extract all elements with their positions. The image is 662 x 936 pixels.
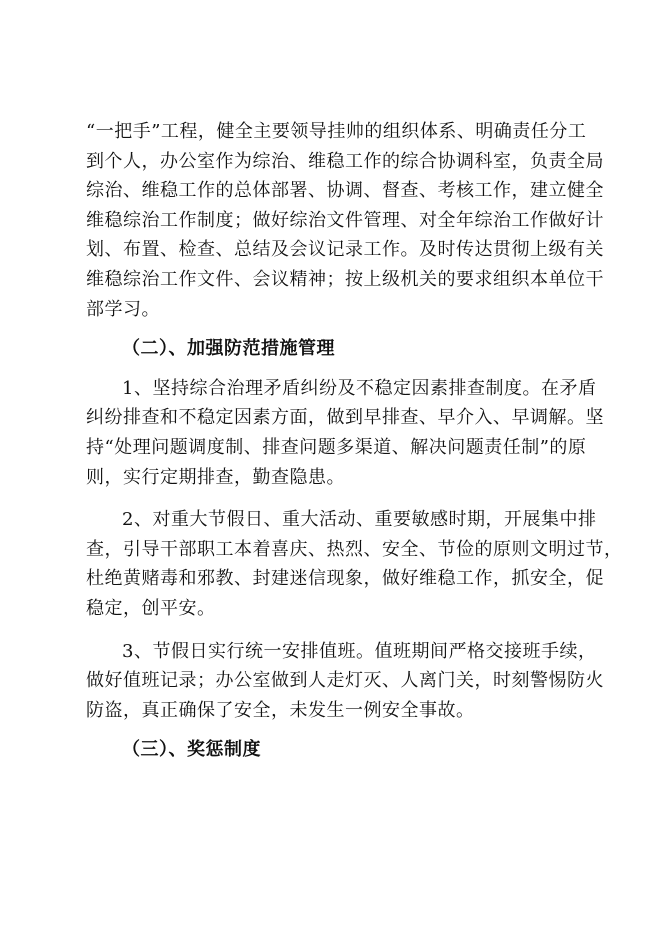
section-heading-rewards-penalties: （三）、奖惩制度	[122, 739, 261, 761]
text-line: 2、对重大节假日、重大活动、重要敏感时期，开展集中排	[122, 509, 597, 531]
paragraph-dispute-screening	[86, 374, 604, 492]
paragraph-leadership-responsibility	[86, 117, 604, 324]
text-line: 综治、维稳工作的总体部署、协调、督查、考核工作，建立健全	[86, 180, 604, 202]
document-page	[86, 117, 623, 765]
section-heading-prevention-measures: （二）、加强防范措施管理	[122, 338, 335, 360]
text-line: 做好值班记录；办公室做到人走灯灭、人离门关，时刻警惕防火	[86, 670, 604, 692]
text-line: 维稳综治工作文件、会议精神；按上级机关的要求组织本单位干	[86, 268, 604, 290]
text-line: 到个人，办公室作为综治、维稳工作的综合协调科室，负责全局	[86, 150, 604, 172]
text-line: 纠纷排查和不稳定因素方面，做到早排查、早介入、早调解。坚	[86, 407, 604, 429]
text-line: 杜绝黄赌毒和邪教、封建迷信现象，做好维稳工作，抓安全，促	[86, 568, 604, 590]
text-line: 防盗，真正确保了安全，未发生一例安全事故。	[86, 699, 475, 721]
text-line: 则，实行定期排查，勤查隐患。	[86, 466, 345, 488]
paragraph-holiday-screening	[86, 505, 623, 623]
text-line: 查，引导干部职工本着喜庆、热烈、安全、节俭的原则文明过节，	[86, 538, 623, 560]
text-line: “一把手”工程，健全主要领导挂帅的组织体系、明确责任分工	[86, 121, 587, 142]
text-line: 划、布置、检查、总结及会议记录工作。及时传达贯彻上级有关	[86, 239, 604, 261]
text-line: 3、节假日实行统一安排值班。值班期间严格交接班手续，	[122, 640, 597, 662]
paragraph-duty-arrangement	[86, 637, 604, 726]
text-line: 稳定，创平安。	[86, 597, 216, 619]
text-line: 1、坚持综合治理矛盾纠纷及不稳定因素排查制度。在矛盾	[122, 377, 597, 399]
text-line: 持“处理问题调度制、排查问题多渠道、解决问题责任制”的原	[86, 436, 587, 458]
text-line: 维稳综治工作制度；做好综治文件管理、对全年综治工作做好计	[86, 209, 604, 231]
text-line: 部学习。	[86, 298, 160, 320]
